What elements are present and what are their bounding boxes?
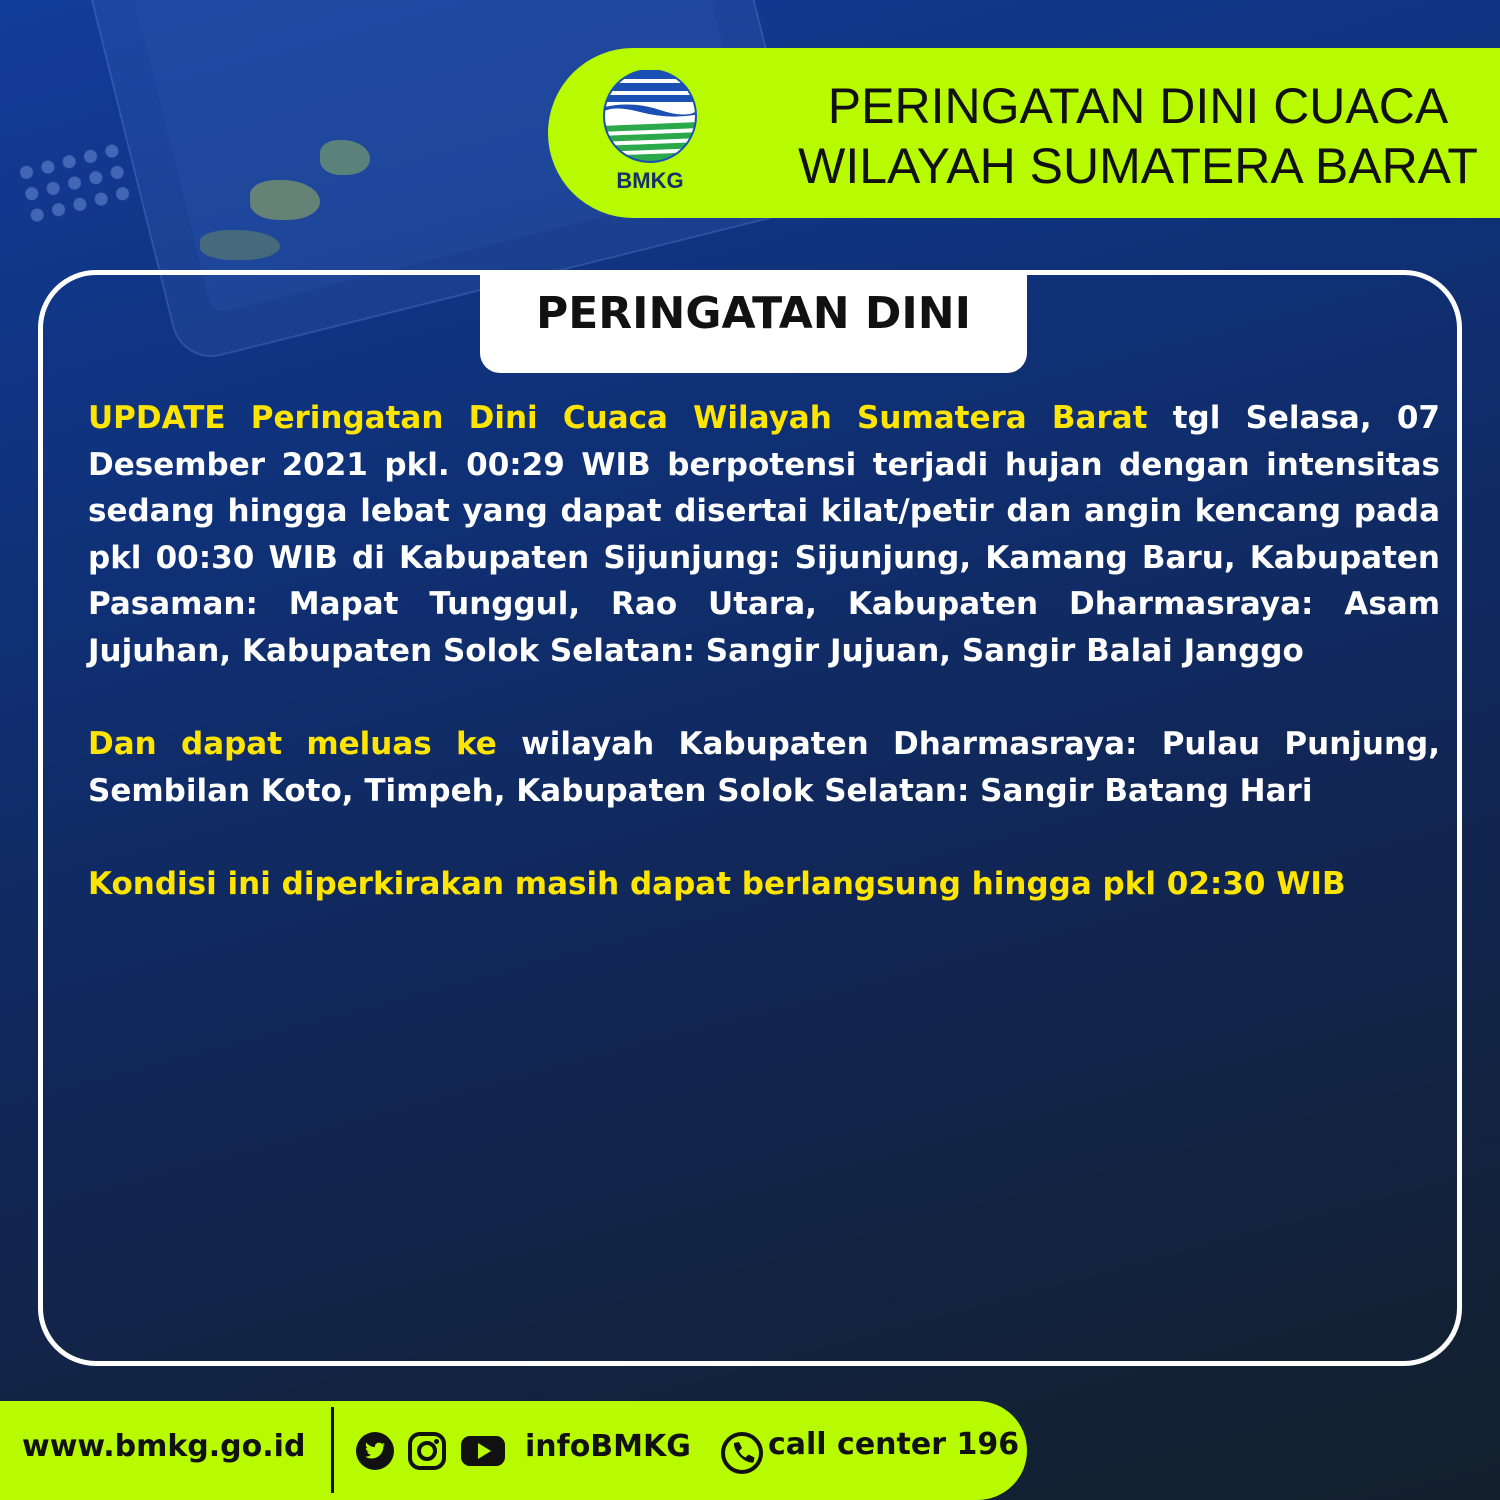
footer-bar bbox=[0, 1401, 1027, 1500]
bmkg-logo-icon bbox=[600, 70, 700, 170]
youtube-icon[interactable] bbox=[460, 1431, 506, 1471]
header-banner bbox=[548, 48, 1500, 218]
title-line-2: WILAYAH SUMATERA BARAT bbox=[798, 138, 1478, 194]
footer-divider bbox=[331, 1407, 334, 1493]
warning-details: tgl Selasa, 07 Desember 2021 pkl. 00:29 WIB berpotensi terjadi hujan dengan intensitas sedang hingga lebat yang dapat disertai kilat/petir dan angin kencang pada pkl 00:30 WIB di Kabupaten Sijunjung: Sijunjung, Kamang Baru, Kabupaten Pasaman: Mapat Tunggul, Rao Utara, Kabupaten Dharmasraya: Asam Jujuhan, Kabupaten Solok Selatan: Sangir Jujuan, Sangir Balai Janggo bbox=[88, 400, 1440, 669]
panel-tab bbox=[480, 270, 1027, 373]
social-handle[interactable]: infoBMKG bbox=[525, 1429, 691, 1464]
instagram-icon[interactable] bbox=[407, 1431, 447, 1471]
map-land-shape bbox=[250, 180, 320, 220]
warning-content bbox=[88, 395, 1440, 954]
dot-grid-decoration bbox=[13, 138, 137, 233]
duration-highlight: Kondisi ini diperkirakan masih dapat berlangsung hingga pkl 02:30 WIB bbox=[88, 865, 1346, 902]
warning-paragraph-3 bbox=[88, 861, 1440, 908]
spread-highlight: Dan dapat meluas ke bbox=[88, 726, 497, 763]
title-line-1: PERINGATAN DINI CUACA bbox=[827, 78, 1449, 134]
warning-paragraph-2 bbox=[88, 721, 1440, 814]
website-link[interactable]: www.bmkg.go.id bbox=[22, 1429, 306, 1464]
logo-text: BMKG bbox=[616, 168, 684, 193]
spread-details: wilayah Kabupaten Dharmasraya: Pulau Punjung, Sembilan Koto, Timpeh, Kabupaten Solok Selatan: Sangir Batang Hari bbox=[88, 726, 1440, 809]
warning-paragraph-1 bbox=[88, 395, 1440, 675]
twitter-icon[interactable] bbox=[355, 1431, 395, 1471]
bmkg-logo bbox=[600, 70, 700, 195]
call-center[interactable]: call center 196 bbox=[768, 1427, 1020, 1462]
map-land-shape bbox=[200, 230, 280, 260]
page-title bbox=[798, 76, 1478, 196]
phone-icon bbox=[720, 1431, 764, 1475]
update-highlight: UPDATE Peringatan Dini Cuaca Wilayah Sumatera Barat bbox=[88, 400, 1148, 436]
map-land-shape bbox=[320, 140, 370, 175]
panel-tab-label: PERINGATAN DINI bbox=[535, 288, 971, 339]
